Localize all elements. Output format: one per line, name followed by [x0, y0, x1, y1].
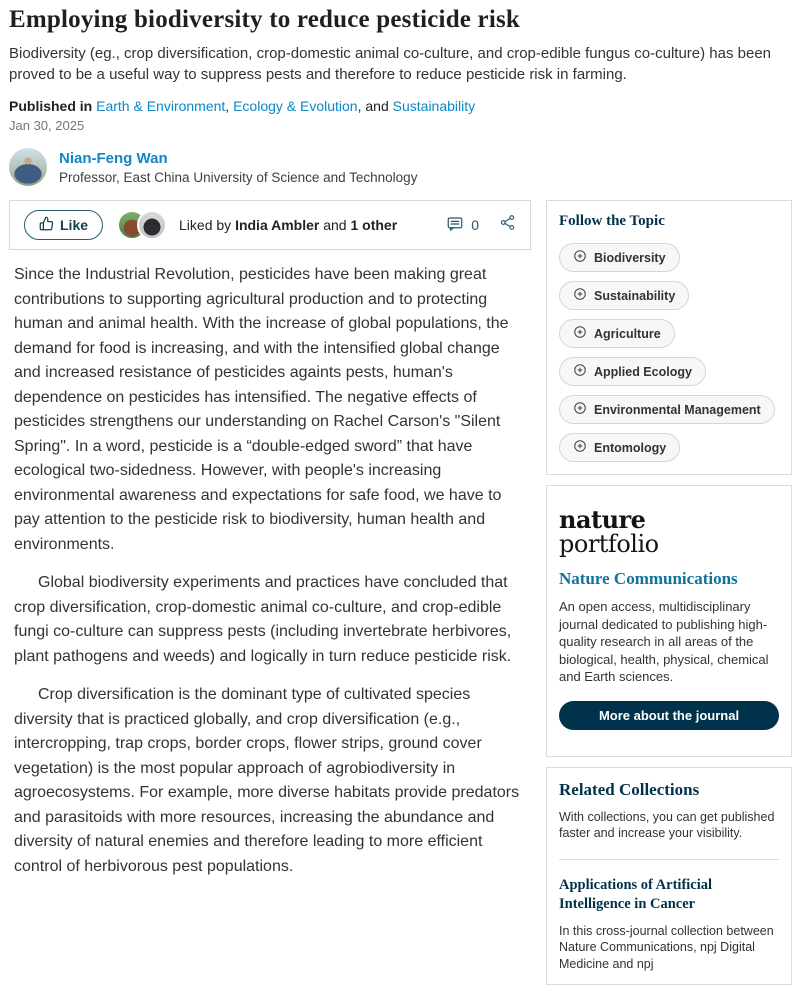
share-button[interactable]: [499, 214, 516, 236]
content-columns: [9, 200, 790, 985]
comment-count: 0: [471, 217, 479, 233]
author-block: [9, 148, 790, 186]
published-in-label: Published in: [9, 98, 96, 114]
logo-line-2: portfolio: [559, 532, 779, 556]
like-button-label: Like: [60, 217, 88, 233]
topic-chip-list: [559, 243, 779, 462]
sidebar: [546, 200, 792, 985]
paragraph: Global biodiversity experiments and practices have concluded that crop diversification, crop-domestic animal co-culture, and crop-edible fungi co-culture can suppress pests (including invertebrate herbivores, plant pathogens and weeds) and logically in turn reduce pesticide risk.: [14, 571, 526, 669]
collection-teaser: In this cross-journal collection between Nature Communications, npj Digital Medicine and npj: [559, 923, 779, 973]
journal-link-sustainability[interactable]: Sustainability: [393, 98, 476, 114]
topic-chip-applied-ecology[interactable]: [559, 357, 706, 386]
collection-title-link[interactable]: Applications of Artificial Intelligence in Cancer: [559, 876, 779, 914]
more-about-journal-button[interactable]: More about the journal: [559, 701, 779, 730]
post-subtitle: Biodiversity (eg., crop diversification, crop-domestic animal co-culture, and crop-edible fungus co-culture) has been proved to be a useful way to suppress pests and therefore to reduce pesticide risk in farming.: [9, 43, 790, 85]
nature-portfolio-logo: [559, 508, 779, 556]
topic-chip-label: Biodiversity: [594, 251, 666, 265]
article-body: [9, 263, 531, 879]
paragraph: Since the Industrial Revolution, pesticides have been making great contributions to supporting agricultural production and to protecting human and animal health. With the increase of global populations, the demand for food is increasing, and with the intensified global change and increased resistance of pesticides againts pests, human's dependence on pesticides has intensified. The negative effects of pesticides strengthens our understanding on Rachel Carson's "Silent Spring". In a word, pesticide is a “double-edged sword” that have ecological two-sidedness. However, with people's increasing environmental awareness and expectations for safe food, we have to pay attention to the pesticide risk to biodiversity, human health and environments.: [14, 263, 526, 557]
liked-by-text: [179, 217, 397, 233]
author-name-link[interactable]: Nian-Feng Wan: [59, 150, 417, 167]
main-column: [9, 200, 531, 893]
thumbs-up-icon: [39, 216, 54, 234]
liked-by-connector: and: [319, 217, 350, 233]
journal-link-ecology-evolution[interactable]: Ecology & Evolution: [233, 98, 358, 114]
topic-chip-sustainability[interactable]: [559, 281, 689, 310]
topic-chip-label: Environmental Management: [594, 403, 761, 417]
journal-link-earth-environment[interactable]: Earth & Environment: [96, 98, 225, 114]
plus-circle-icon: [573, 401, 587, 418]
comments-button[interactable]: [446, 215, 479, 236]
topic-chip-label: Sustainability: [594, 289, 675, 303]
separator: , and: [358, 98, 393, 114]
comment-icon: [446, 215, 464, 236]
liked-by-prefix: Liked by: [179, 217, 235, 233]
post-header: [9, 6, 790, 186]
published-in-line: [9, 98, 790, 114]
plus-circle-icon: [573, 363, 587, 380]
engagement-bar: [9, 200, 531, 250]
related-collections-title: Related Collections: [559, 780, 779, 800]
topic-chip-environmental-management[interactable]: [559, 395, 775, 424]
follow-topic-card: [546, 200, 792, 475]
related-collections-card: [546, 767, 792, 985]
topic-chip-entomology[interactable]: [559, 433, 680, 462]
logo-line-1: nature: [559, 508, 779, 532]
author-role: Professor, East China University of Science and Technology: [59, 170, 417, 185]
liker-avatar-2[interactable]: [137, 210, 167, 240]
topic-chip-biodiversity[interactable]: [559, 243, 680, 272]
liked-by-others: 1 other: [350, 217, 397, 233]
follow-topic-title: Follow the Topic: [559, 213, 779, 230]
plus-circle-icon: [573, 249, 587, 266]
author-info: [59, 150, 417, 185]
journal-name-link[interactable]: Nature Communications: [559, 569, 779, 589]
liker-name-link[interactable]: India Ambler: [235, 217, 319, 233]
related-collections-intro: With collections, you can get published faster and increase your visibility.: [559, 809, 779, 842]
share-icon: [499, 218, 516, 235]
liker-avatars: [117, 210, 167, 240]
author-avatar[interactable]: [9, 148, 47, 186]
journal-description: An open access, multidisciplinary journal dedicated to publishing high-quality research in all areas of the biological, health, physical, chemical and Earth sciences.: [559, 598, 779, 686]
topic-chip-label: Entomology: [594, 441, 666, 455]
separator: ,: [225, 98, 233, 114]
plus-circle-icon: [573, 287, 587, 304]
plus-circle-icon: [573, 325, 587, 342]
paragraph: Crop diversification is the dominant type of cultivated species diversity that is practiced globally, and crop diversification (e.g., intercropping, trap crops, border crops, flower strips, ground cover vegetation) is the most popular approach of agrobiodiversity in agroecosystems. For example, more diverse habitats provide predators and parasitoids with more resources, increasing the abundance and diversity of natural enemies and therefore leading to more efficient control of herbivorous pest populations.: [14, 683, 526, 879]
plus-circle-icon: [573, 439, 587, 456]
engagement-actions: [446, 214, 516, 236]
journal-card: [546, 485, 792, 757]
topic-chip-label: Agriculture: [594, 327, 661, 341]
like-button[interactable]: [24, 210, 103, 240]
page-title: Employing biodiversity to reduce pesticide risk: [9, 6, 790, 34]
divider: [559, 859, 779, 860]
publish-date: Jan 30, 2025: [9, 118, 790, 133]
topic-chip-agriculture[interactable]: [559, 319, 675, 348]
topic-chip-label: Applied Ecology: [594, 365, 692, 379]
